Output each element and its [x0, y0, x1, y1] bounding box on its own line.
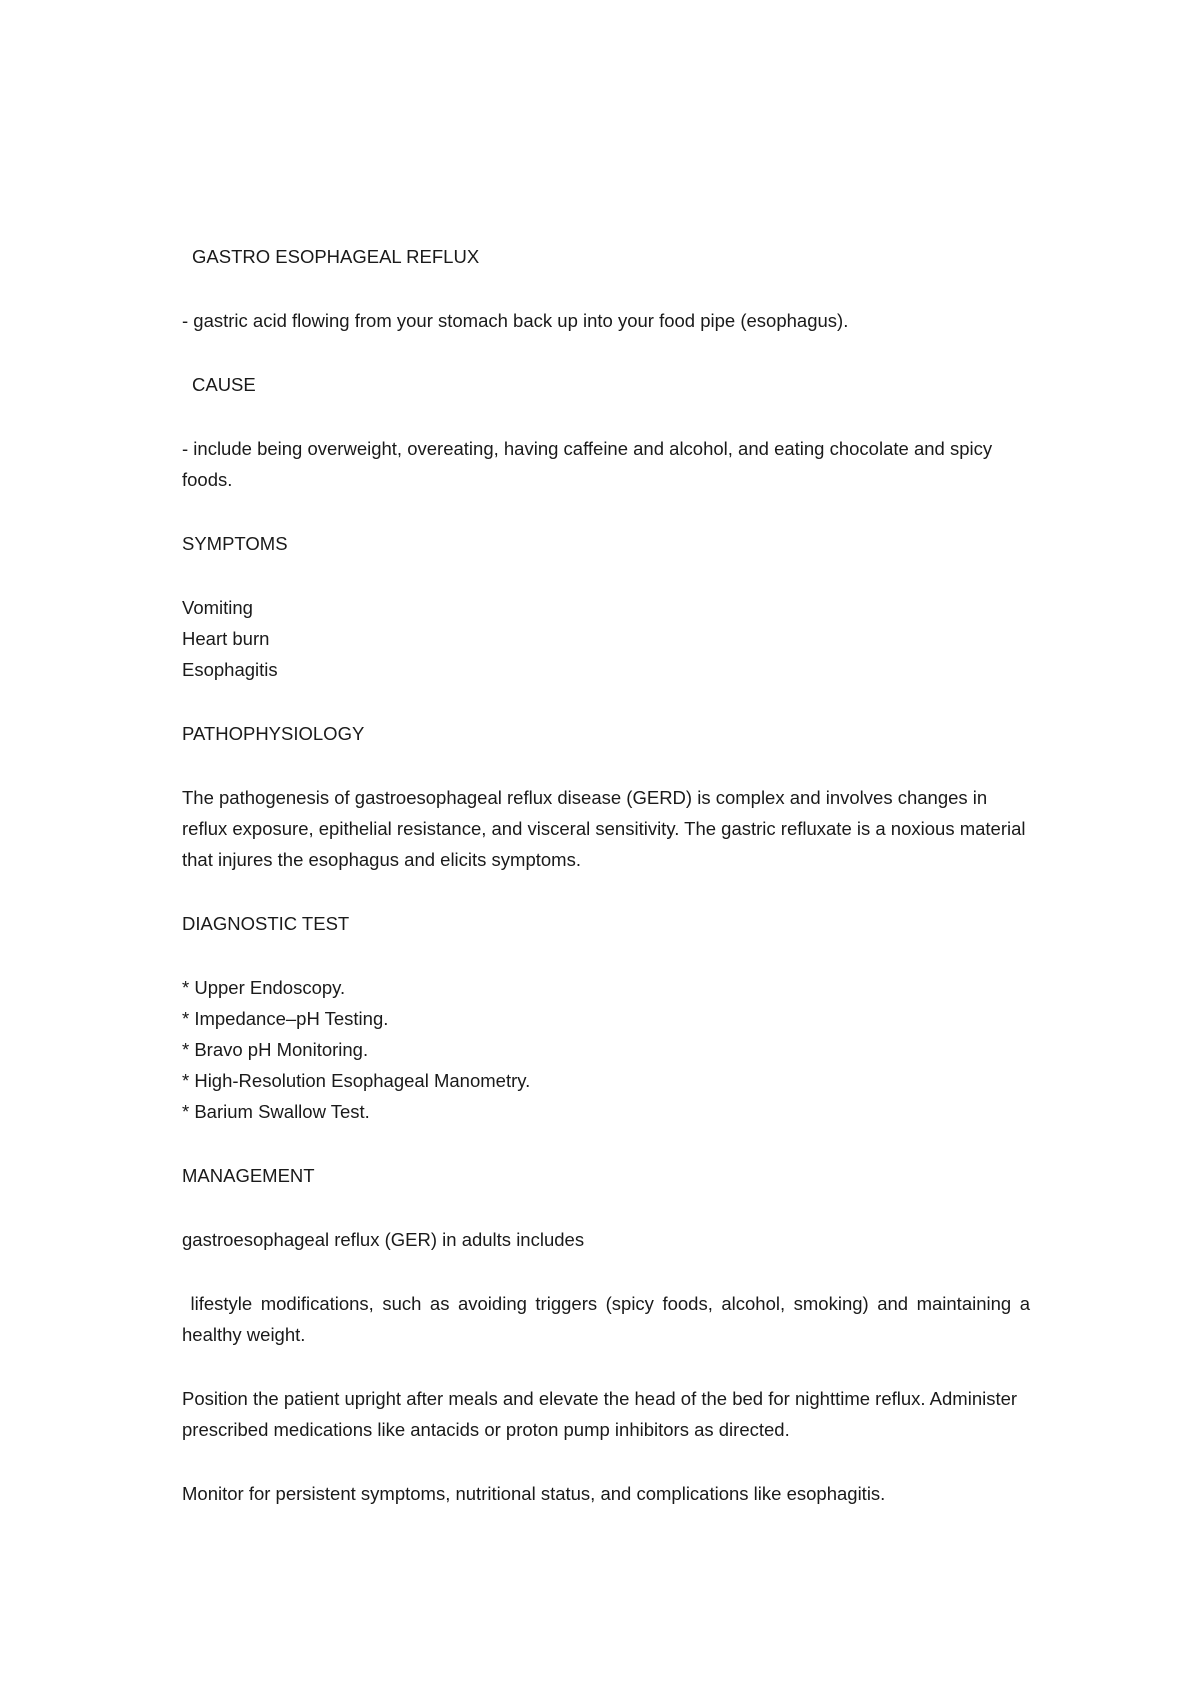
list-item: * Barium Swallow Test.	[182, 1101, 370, 1122]
pathophysiology-text: The pathogenesis of gastroesophageal reflux disease (GERD) is complex and involves changes in reflux exposure, epithelial resistance, and visceral sensitivity. The gastric refluxate is a noxious material that injures the esophagus and elicits symptoms.	[182, 787, 1031, 870]
symptoms-list	[182, 592, 1030, 685]
diagnostic-list	[182, 972, 1030, 1127]
diagnostic-heading: DIAGNOSTIC TEST	[182, 913, 350, 934]
definition-text: - gastric acid flowing from your stomach back up into your food pipe (esophagus).	[182, 310, 849, 331]
cause-heading: CAUSE	[192, 374, 256, 395]
list-item: Heart burn	[182, 628, 270, 649]
list-item: Esophagitis	[182, 659, 278, 680]
management-position: Position the patient upright after meals and elevate the head of the bed for nighttime reflux. Administer prescribed medications like antacids or proton pump inhibitors as directed.	[182, 1388, 1023, 1440]
management-monitor: Monitor for persistent symptoms, nutritional status, and complications like esophagitis.	[182, 1483, 886, 1504]
list-item: * Bravo pH Monitoring.	[182, 1039, 369, 1060]
list-item: * Upper Endoscopy.	[182, 977, 346, 998]
list-item: * Impedance–pH Testing.	[182, 1008, 389, 1029]
list-item: Vomiting	[182, 597, 253, 618]
document-page	[182, 241, 1036, 1509]
list-item: * High-Resolution Esophageal Manometry.	[182, 1070, 531, 1091]
management-intro: gastroesophageal reflux (GER) in adults includes	[182, 1229, 585, 1250]
document-title: GASTRO ESOPHAGEAL REFLUX	[192, 246, 480, 267]
symptoms-heading: SYMPTOMS	[182, 533, 288, 554]
cause-text: - include being overweight, overeating, having caffeine and alcohol, and eating chocolate and spicy foods.	[182, 438, 998, 490]
management-lifestyle: lifestyle modifications, such as avoiding triggers (spicy foods, alcohol, smoking) and maintaining a healthy weight.	[182, 1293, 1036, 1345]
management-heading: MANAGEMENT	[182, 1165, 315, 1186]
pathophysiology-heading: PATHOPHYSIOLOGY	[182, 723, 365, 744]
